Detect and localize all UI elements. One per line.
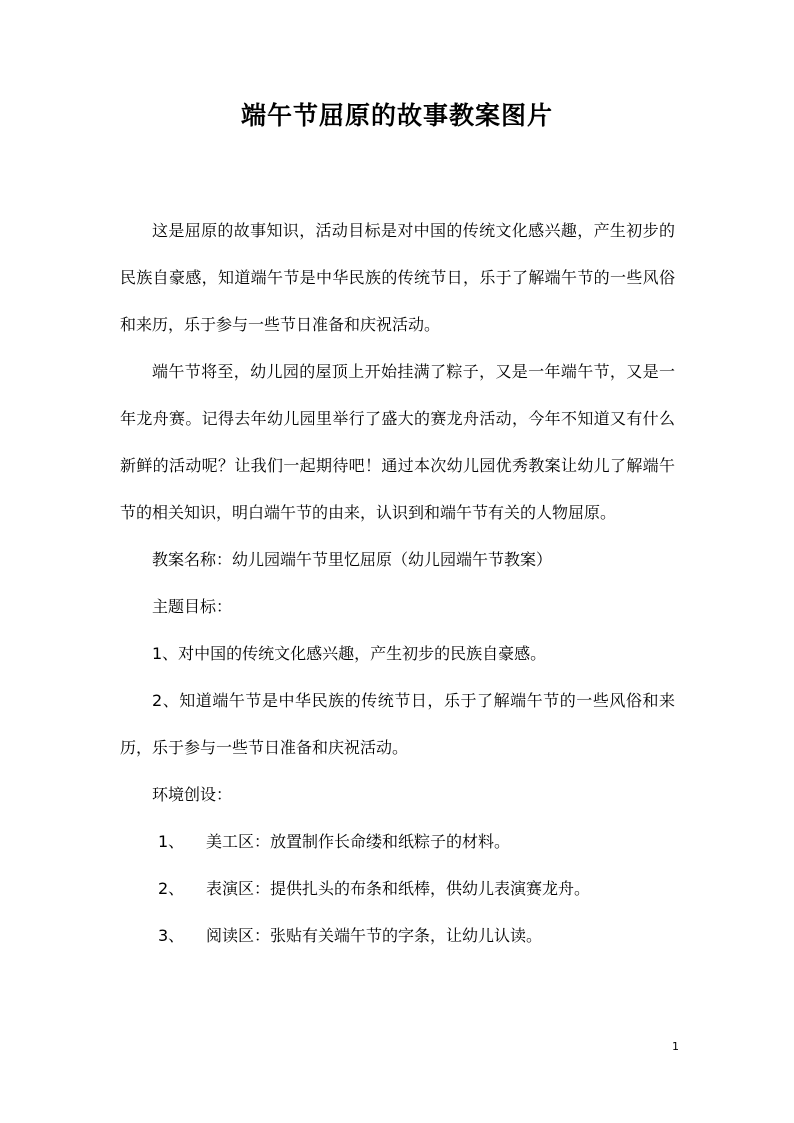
environment-item bbox=[120, 912, 675, 959]
theme-goal-1: 1、对中国的传统文化感兴趣，产生初步的民族自豪感。 bbox=[152, 644, 547, 663]
page-number: 1 bbox=[672, 1040, 679, 1053]
environment-item-number: 2、 bbox=[158, 879, 185, 898]
lesson-name: 教案名称：幼儿园端午节里忆屈原（幼儿园端午节教案） bbox=[152, 550, 553, 569]
background-paragraph: 端午节将至，幼儿园的屋顶上开始挂满了粽子，又是一年端午节，又是一年龙舟赛。记得去年幼儿园里举行了盛大的赛龙舟活动，今年不知道又有什么新鲜的活动呢？让我们一起期待吧！通过本次幼儿园优秀教案让幼儿了解端午节的相关知识，明白端午节的由来，认识到和端午节有关的人物屈原。 bbox=[120, 362, 675, 522]
environment-item bbox=[120, 818, 675, 865]
document-body bbox=[120, 207, 675, 959]
environment-item-text: 表演区：提供扎头的布条和纸棒，供幼儿表演赛龙舟。 bbox=[206, 879, 591, 898]
theme-goal-2: 2、知道端午节是中华民族的传统节日，乐于了解端午节的一些风俗和来历，乐于参与一些节日准备和庆祝活动。 bbox=[120, 691, 675, 757]
intro-paragraph: 这是屈原的故事知识，活动目标是对中国的传统文化感兴趣，产生初步的民族自豪感，知道端午节是中华民族的传统节日，乐于了解端午节的一些风俗和来历，乐于参与一些节日准备和庆祝活动。 bbox=[120, 221, 675, 334]
environment-item-text: 阅读区：张贴有关端午节的字条，让幼儿认读。 bbox=[206, 926, 543, 945]
document-title: 端午节屈原的故事教案图片 bbox=[240, 101, 553, 130]
environment-item-text: 美工区：放置制作长命缕和纸粽子的材料。 bbox=[206, 832, 511, 851]
environment-item-number: 3、 bbox=[158, 926, 185, 945]
environment-item bbox=[120, 865, 675, 912]
theme-goals-heading: 主题目标： bbox=[152, 597, 233, 616]
environment-heading: 环境创设： bbox=[152, 785, 233, 804]
environment-item-number: 1、 bbox=[158, 832, 185, 851]
